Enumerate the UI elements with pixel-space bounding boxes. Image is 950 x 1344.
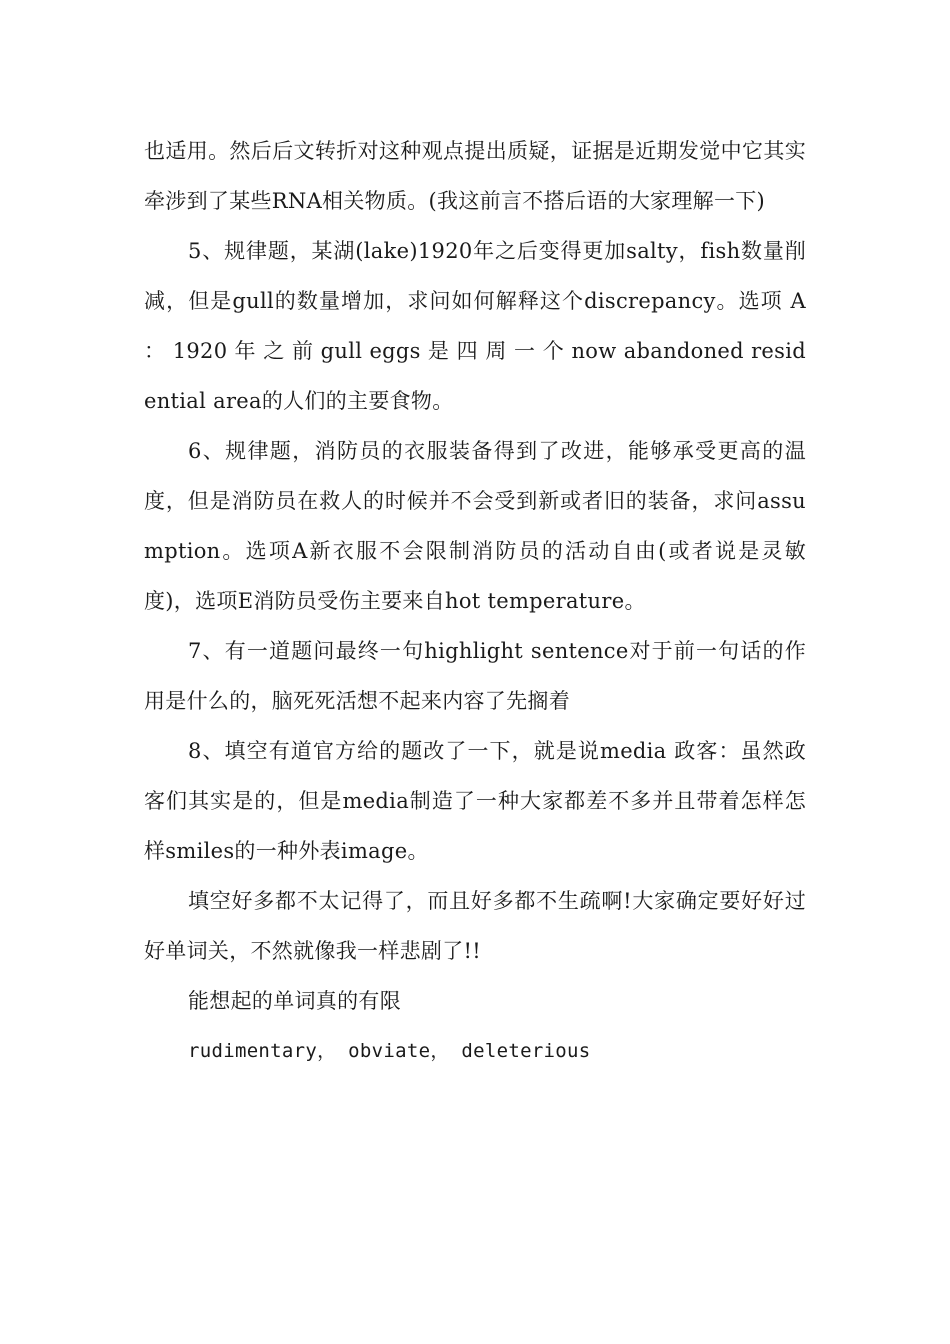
paragraph-words-list: rudimentary， obviate， deleterious [188,1040,591,1062]
paragraph-item-6: 6、规律题，消防员的衣服装备得到了改进，能够承受更高的温度，但是消防员在救人的时候并不会受到新或者旧的装备，求问assumption。选项A新衣服不会限制消防员的活动自由(或者说是灵敏度)，选项E消防员受伤主要来自hot temperature。 [144,439,806,613]
paragraph-continuation: 也适用。然后后文转折对这种观点提出质疑，证据是近期发觉中它其实牵涉到了某些RNA相关物质。(我这前言不搭后语的大家理解一下) [144,139,806,213]
paragraph-item-8: 8、填空有道官方给的题改了一下，就是说media 政客：虽然政客们其实是的，但是media制造了一种大家都差不多并且带着怎样怎样smiles的一种外表image。 [144,739,806,863]
paragraph-advice: 填空好多都不太记得了，而且好多都不生疏啊!大家确定要好好过好单词关，不然就像我一样悲剧了!! [144,889,806,963]
paragraph-item-5: 5、规律题，某湖(lake)1920年之后变得更加salty，fish数量削减，但是gull的数量增加，求问如何解释这个discrepancy。选项 A ： 1920 年 之 前 gull eggs 是 四 周 一 个 now abandoned residential area的人们的主要食物。 [144,239,806,413]
document-body [144,126,806,1076]
paragraph-words-intro: 能想起的单词真的有限 [188,989,401,1013]
paragraph-item-7: 7、有一道题问最终一句highlight sentence对于前一句话的作用是什么的，脑死死活想不起来内容了先搁着 [144,639,806,713]
